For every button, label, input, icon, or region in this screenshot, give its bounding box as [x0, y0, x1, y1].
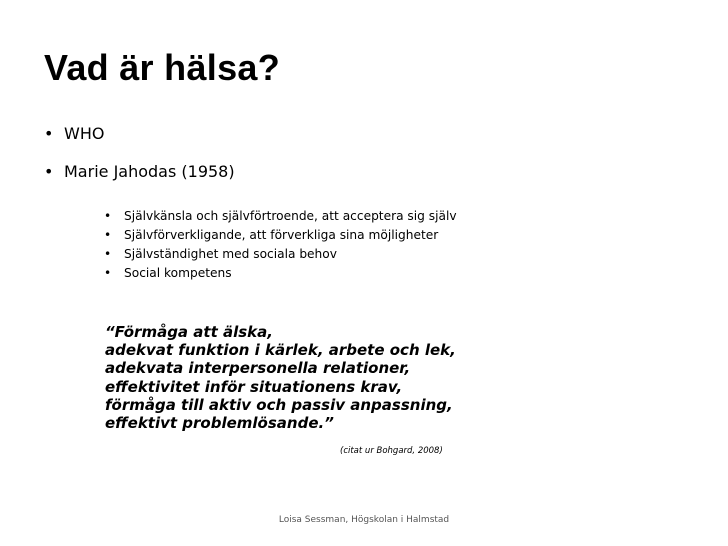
sub-bullet-item: • Social kompetens [104, 264, 457, 283]
quote-line: effektivitet inför situationens krav, [105, 377, 403, 396]
sub-bullet-list [104, 207, 457, 283]
quote-line: adekvat funktion i kärlek, arbete och lek, [105, 341, 456, 360]
footer: Loisa Sessman, Högskolan i Halmstad [278, 515, 450, 525]
sub-bullet-item: • Självförverkligande, att förverkliga sina möjligheter [104, 226, 457, 245]
quote-line: förmåga till aktiv och passiv anpassning, [105, 395, 453, 414]
bullet-who: • WHO [44, 124, 235, 144]
quote-line: “Förmåga att älska, [105, 323, 273, 341]
slide-title: Vad är hälsa? [44, 47, 281, 88]
sub-bullet-item: • Självkänsla och självförtroende, att acceptera sig själv [104, 207, 457, 226]
sub-bullet-item: • Självständighet med sociala behov [104, 245, 457, 264]
citation: (citat ur Bohgard, 2008) [340, 446, 443, 456]
main-bullet-list [44, 124, 235, 182]
quote-block [105, 323, 456, 432]
bullet-marie-jahodas: • Marie Jahodas (1958) [44, 162, 235, 182]
quote-line: effektivt problemlösande.” [105, 414, 334, 433]
quote-line: adekvata interpersonella relationer, [105, 359, 411, 378]
